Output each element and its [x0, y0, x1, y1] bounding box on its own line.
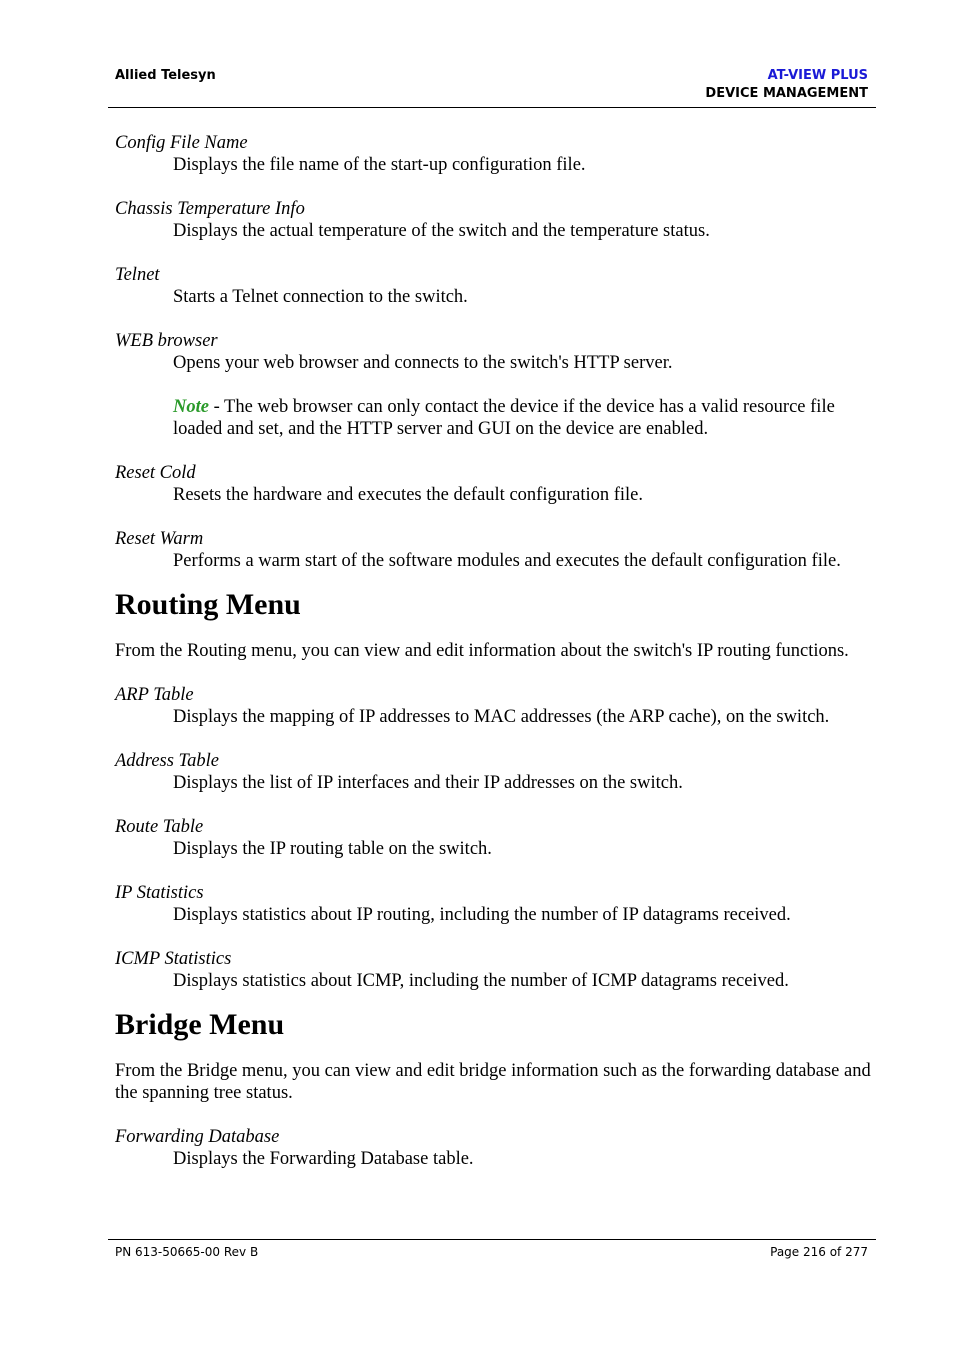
routing-intro: From the Routing menu, you can view and edit information about the switch's IP routing functions.	[115, 641, 849, 661]
bridge-intro: From the Bridge menu, you can view and edit bridge information such as the forwarding database and the spanning tree status.	[115, 1061, 871, 1103]
term: Reset Cold	[115, 463, 196, 483]
definition: Displays statistics about ICMP, including the number of ICMP datagrams received.	[173, 971, 789, 991]
term: Address Table	[115, 751, 219, 771]
definition-entry	[115, 198, 875, 242]
routing-menu-heading: Routing Menu	[115, 588, 301, 621]
term: Telnet	[115, 265, 160, 285]
definition-entry	[115, 1126, 875, 1170]
definition: Displays statistics about IP routing, including the number of IP datagrams received.	[173, 905, 791, 925]
definition: Displays the mapping of IP addresses to MAC addresses (the ARP cache), on the switch.	[173, 707, 830, 727]
page-content	[115, 132, 875, 1192]
term: Chassis Temperature Info	[115, 199, 305, 219]
note-text: - The web browser can only contact the device if the device has a valid resource file loaded and set, and the HTTP server and GUI on the device are enabled.	[173, 397, 835, 439]
definition: Displays the IP routing table on the switch.	[173, 839, 492, 859]
definition-entry	[115, 462, 875, 506]
term: Reset Warm	[115, 529, 204, 549]
definition: Displays the actual temperature of the switch and the temperature status.	[173, 221, 710, 241]
definition-entry	[115, 882, 875, 926]
note-label: Note	[173, 397, 209, 417]
term: WEB browser	[115, 331, 218, 351]
definition-entry	[115, 528, 875, 572]
definition-entry	[115, 132, 875, 176]
product-name: AT-VIEW PLUS	[767, 68, 868, 83]
definition: Displays the list of IP interfaces and their IP addresses on the switch.	[173, 773, 683, 793]
bridge-menu-heading: Bridge Menu	[115, 1008, 285, 1041]
term: IP Statistics	[115, 883, 204, 903]
definition: Resets the hardware and executes the default configuration file.	[173, 485, 644, 505]
definition: Starts a Telnet connection to the switch.	[173, 287, 468, 307]
term: Forwarding Database	[115, 1127, 280, 1147]
page-header	[108, 64, 876, 108]
definition-entry	[115, 816, 875, 860]
term: ICMP Statistics	[115, 949, 232, 969]
definition: Opens your web browser and connects to the switch's HTTP server.	[173, 353, 673, 373]
part-number: PN 613-50665-00 Rev B	[115, 1245, 259, 1259]
definition: Displays the Forwarding Database table.	[173, 1149, 474, 1169]
term: Route Table	[115, 817, 204, 837]
page-footer	[108, 1239, 876, 1259]
term: ARP Table	[115, 685, 194, 705]
company-name: Allied Telesyn	[115, 68, 216, 83]
definition-entry	[115, 684, 875, 728]
definition: Performs a warm start of the software modules and executes the default configuration file.	[173, 551, 841, 571]
note-paragraph	[173, 396, 875, 440]
definition: Displays the file name of the start-up configuration file.	[173, 155, 586, 175]
definition-entry	[115, 948, 875, 992]
definition-entry	[115, 264, 875, 308]
definition-entry	[115, 750, 875, 794]
term: Config File Name	[115, 133, 248, 153]
section-name: DEVICE MANAGEMENT	[705, 86, 868, 101]
page-number: Page 216 of 277	[770, 1245, 868, 1259]
definition-entry	[115, 330, 875, 440]
